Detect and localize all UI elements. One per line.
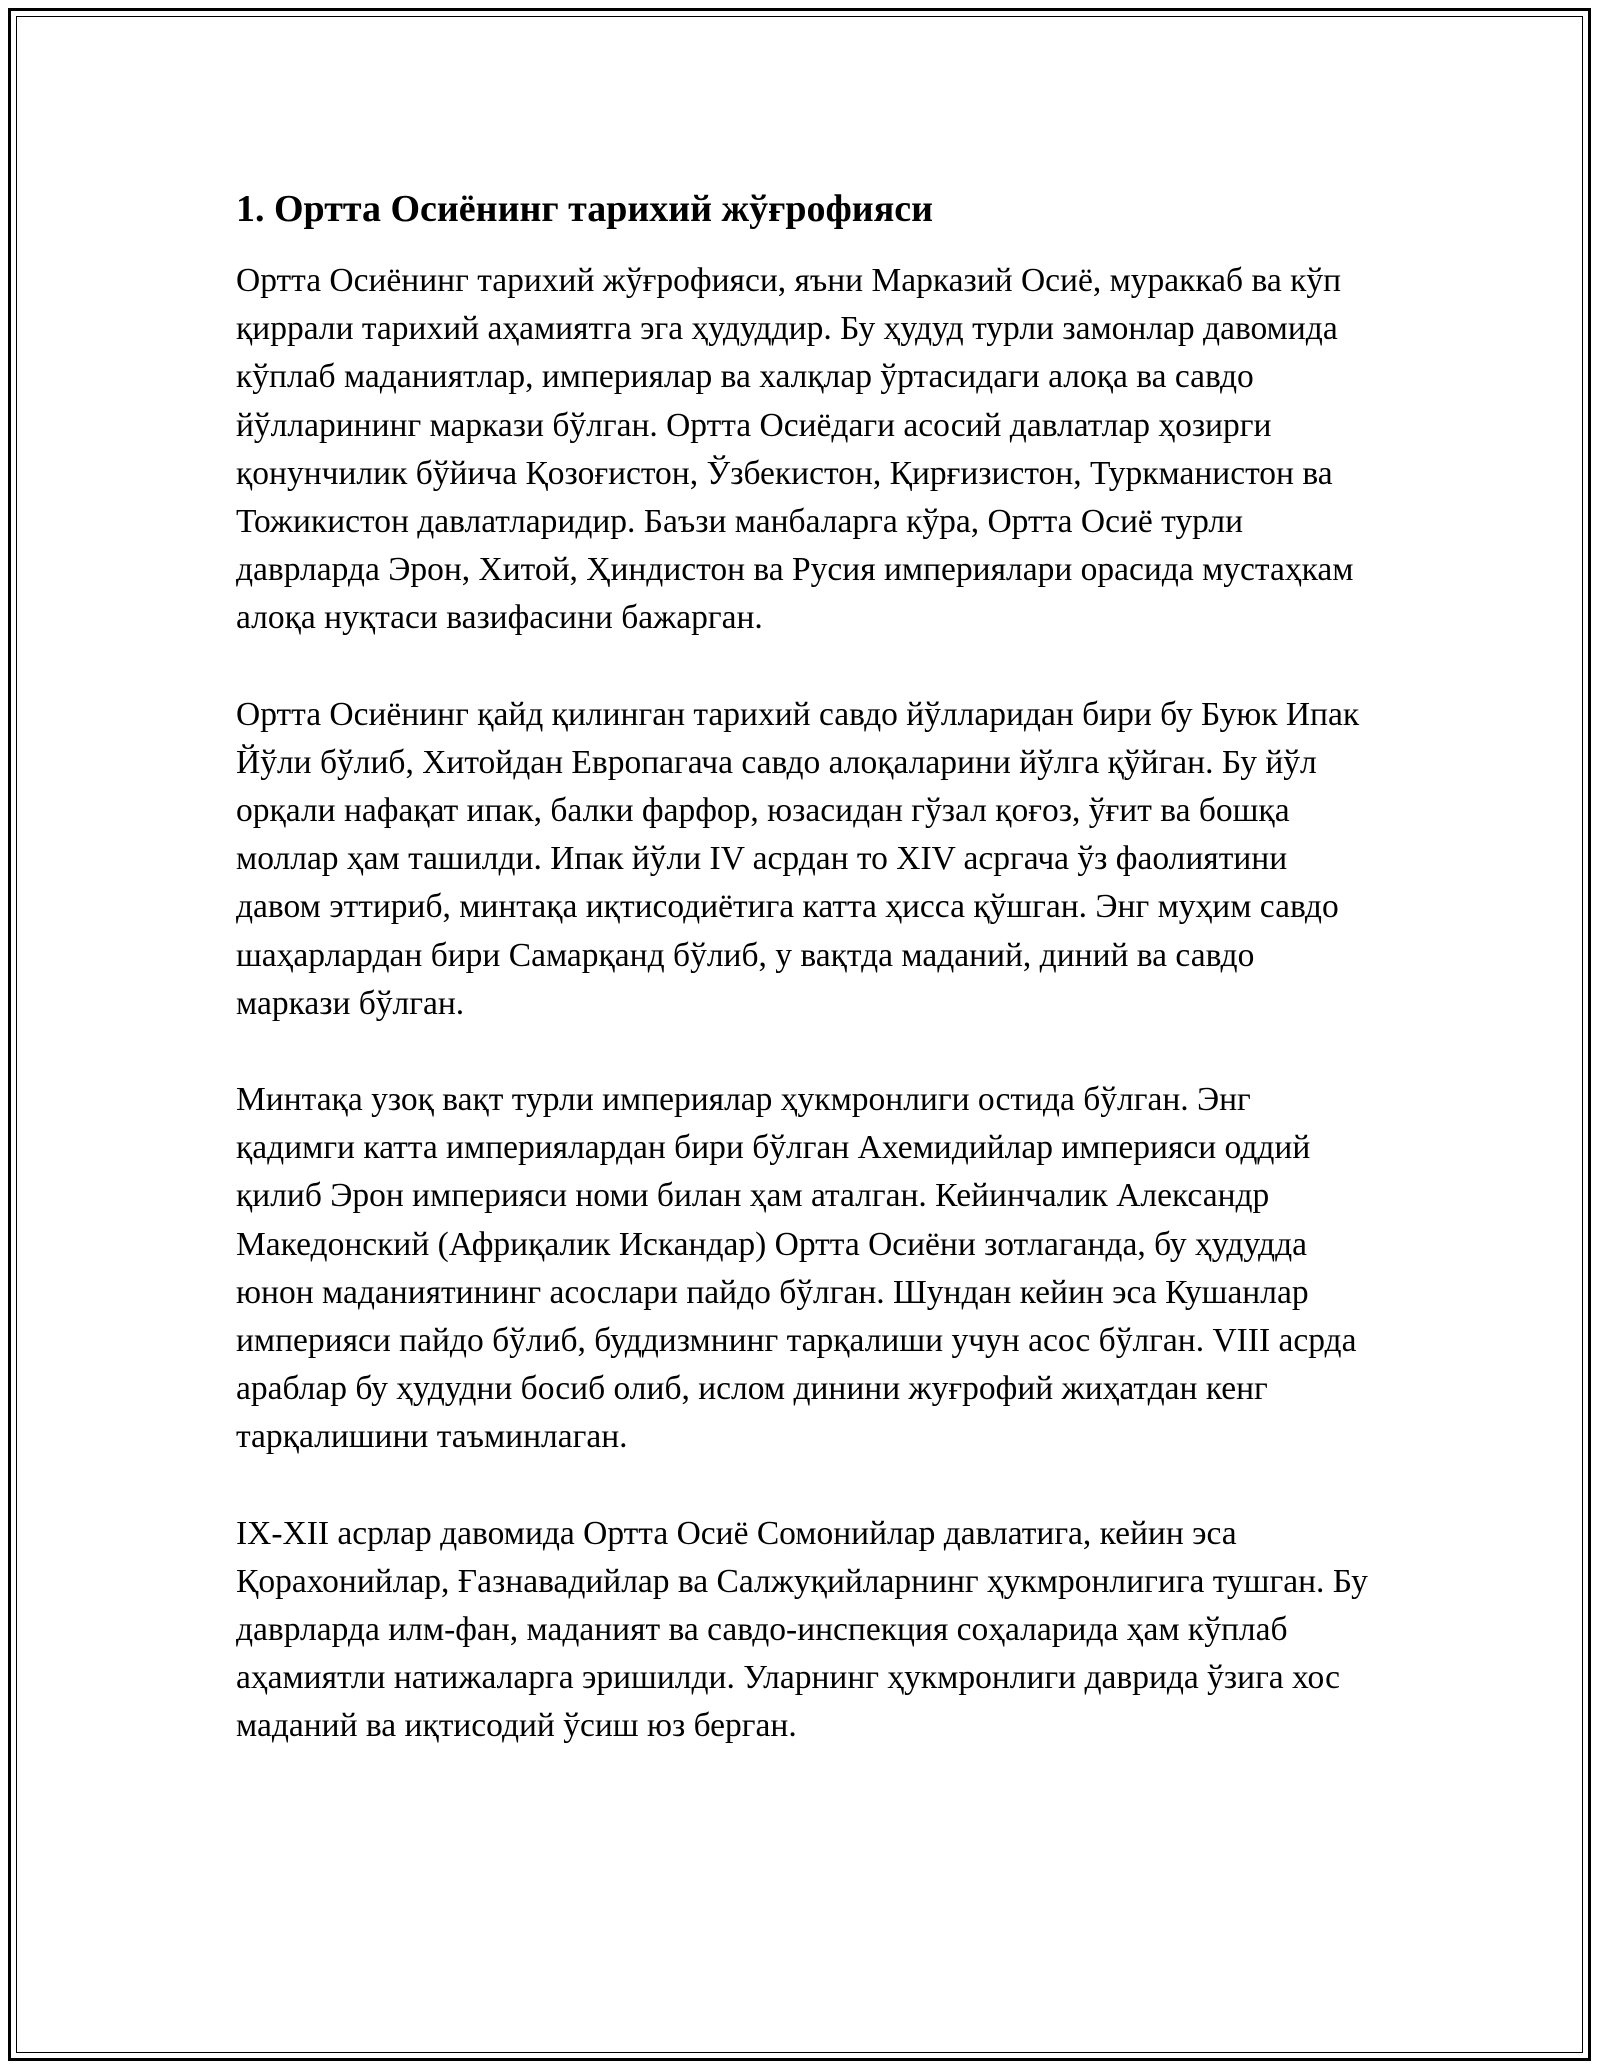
paragraph-4: IX-XII асрлар давомида Ортта Осиё Сомонийлар давлатига, кейин эса Қорахонийлар, Ғазнавадийлар ва Салжуқийларнинг ҳукмронлигига тушган. Бу даврларда илм-фан, маданият ва савдо-инспекция соҳаларида ҳам кўплаб аҳамиятли натижаларга эришилди. Уларнинг ҳукмронлиги даврида ўзига хос маданий ва иқтисодий ўсиш юз берган. bbox=[236, 1514, 1368, 1745]
document-body bbox=[236, 185, 1376, 1799]
section-heading: 1. Ортта Осиёнинг тарихий жўғрофияси bbox=[236, 188, 934, 230]
paragraph-3: Минтақа узоқ вақт турли империялар ҳукмронлиги остида бўлган. Энг қадимги катта империялардан бири бўлган Ахемидийлар империяси оддий қилиб Эрон империяси номи билан ҳам аталган. Кейинчалик Александр Македонский (Африқалик Искандар) Ортта Осиёни зотлаганда, бу ҳудудда юнон маданиятининг асослари пайдо бўлган. Шундан кейин эса Кушанлар империяси пайдо бўлиб, буддизмнинг тарқалиши учун асос бўлган. VIII асрда араблар бу ҳудудни босиб олиб, ислом динини жуғрофий жиҳатдан кенг тарқалишини таъминлаган. bbox=[236, 1081, 1357, 1456]
paragraph-1: Ортта Осиёнинг тарихий жўғрофияси, яъни Марказий Осиё, мураккаб ва кўп қиррали тарихий аҳамиятга эга ҳудуддир. Бу ҳудуд турли замонлар давомида кўплаб маданиятлар, империялар ва халқлар ўртасидаги алоқа ва савдо йўлларининг маркази бўлган. Ортта Осиёдаги асосий давлатлар ҳозирги қонунчилик бўйича Қозоғистон, Ўзбекистон, Қирғизистон, Туркманистон ва Тожикистон давлатларидир. Баъзи манбаларга кўра, Ортта Осиё турли даврларда Эрон, Хитой, Ҳиндистон ва Русия империялари орасида мустаҳкам алоқа нуқтаси вазифасини бажарган. bbox=[236, 262, 1354, 637]
paragraph-2: Ортта Осиёнинг қайд қилинган тарихий савдо йўлларидан бири бу Буюк Ипак Йўли бўлиб, Хитойдан Европагача савдо алоқаларини йўлга қўйган. Бу йўл орқали нафақат ипак, балки фарфор, юзасидан гўзал қоғоз, ўғит ва бошқа моллар ҳам ташилди. Ипак йўли IV асрдан то XIV асргача ўз фаолиятини давом эттириб, минтақа иқтисодиётига катта ҳисса қўшган. Энг муҳим савдо шаҳарлардан бири Самарқанд бўлиб, у вақтда маданий, диний ва савдо маркази бўлган. bbox=[236, 695, 1360, 1022]
